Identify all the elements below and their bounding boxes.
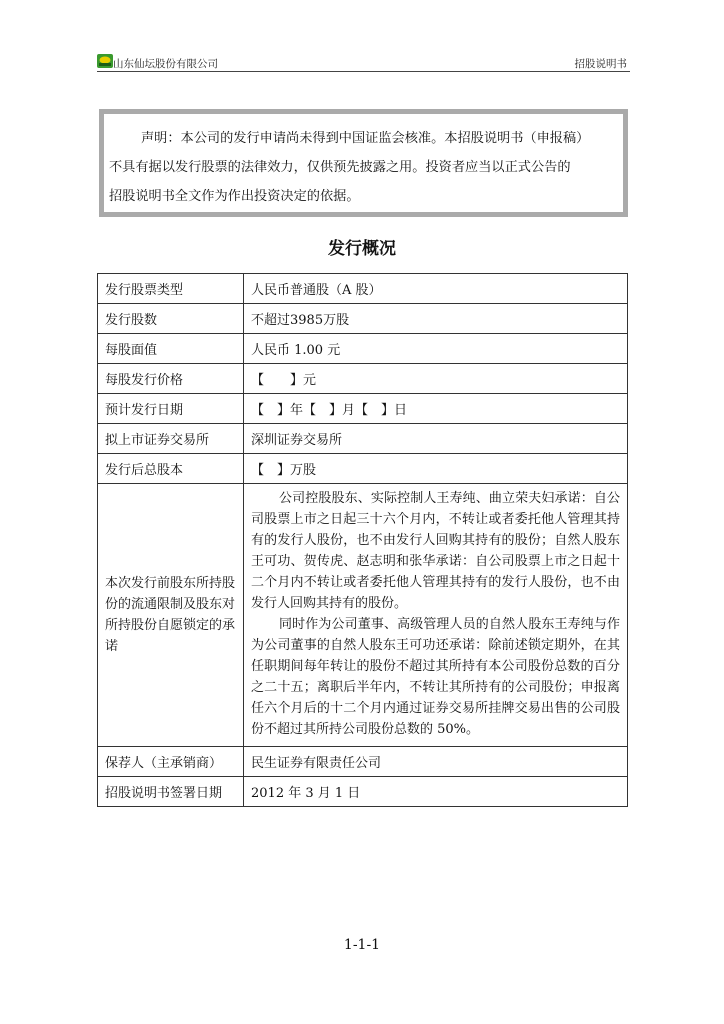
sign-date-label: 招股说明书签署日期 [98, 777, 244, 807]
sponsor-label: 保荐人（主承销商） [98, 747, 244, 777]
table-row [98, 394, 628, 424]
sign-date-value: 2012 年 3 月 1 日 [244, 777, 628, 807]
company-logo-icon [97, 54, 113, 68]
row-label: 发行后总股本 [98, 454, 244, 484]
table-row [98, 304, 628, 334]
header-company-name: 山东仙坛股份有限公司 [113, 58, 218, 70]
row-label: 发行股数 [98, 304, 244, 334]
row-value: 【 】元 [244, 364, 628, 394]
header-divider [97, 71, 630, 72]
page-header [97, 53, 629, 73]
disclaimer-line-3: 招股说明书全文作为作出投资决定的依据。 [109, 189, 360, 204]
row-value: 不超过3985万股 [244, 304, 628, 334]
header-document-name: 招股说明书 [574, 58, 627, 70]
table-row [98, 274, 628, 304]
lockup-value [244, 484, 628, 747]
lockup-paragraph-2: 同时作为公司董事、高级管理人员的自然人股东王寿纯与作为公司董事的自然人股东王可功还承诺：除前述锁定期外，在其任职期间每年转让的股份不超过其所持有本公司股份总数的百分之二十五；离职后半年内，不转让其所持有的公司股份；申报离任六个月后的十二个月内通过证券交易所挂牌交易出售的公司股份不超过其所持公司股份总数的 50%。 [251, 617, 620, 737]
disclaimer-box-inner [104, 114, 623, 212]
sponsor-value: 民生证券有限责任公司 [244, 747, 628, 777]
table-row-lockup [98, 484, 628, 747]
table-row [98, 747, 628, 777]
section-title: 发行概况 [328, 239, 396, 259]
row-label: 发行股票类型 [98, 274, 244, 304]
lockup-paragraph-1: 公司控股股东、实际控制人王寿纯、曲立荣夫妇承诺：自公司股票上市之日起三十六个月内，不转让或者委托他人管理其持有的发行人股份，也不由发行人回购其持有的股份；自然人股东王可功、贺传虎、赵志明和张华承诺：自公司股票上市之日起十二个月内不转让或者委托他人管理其持有的发行人股份，也不由发行人回购其持有的股份。 [251, 491, 620, 611]
table-row [98, 424, 628, 454]
row-label: 每股面值 [98, 334, 244, 364]
table-row [98, 454, 628, 484]
disclaimer-text [109, 124, 620, 211]
row-value: 人民币 1.00 元 [244, 334, 628, 364]
disclaimer-line-2: 不具有据以发行股票的法律效力，仅供预先披露之用。投资者应当以正式公告的 [109, 160, 571, 175]
row-value: 人民币普通股（A 股） [244, 274, 628, 304]
row-label: 预计发行日期 [98, 394, 244, 424]
table-row [98, 334, 628, 364]
offering-overview-table [97, 273, 628, 807]
row-label: 拟上市证券交易所 [98, 424, 244, 454]
row-value: 深圳证券交易所 [244, 424, 628, 454]
lockup-label: 本次发行前股东所持股份的流通限制及股东对所持股份自愿锁定的承诺 [98, 484, 244, 747]
disclaimer-line-1: 声明：本公司的发行申请尚未得到中国证监会核准。本招股说明书（申报稿） [141, 131, 590, 146]
table-row [98, 364, 628, 394]
disclaimer-box [99, 109, 628, 217]
row-value: 【 】年【 】月【 】日 [244, 394, 628, 424]
row-value: 【 】万股 [244, 454, 628, 484]
row-label: 每股发行价格 [98, 364, 244, 394]
table-row [98, 777, 628, 807]
page-number: 1-1-1 [343, 937, 381, 953]
